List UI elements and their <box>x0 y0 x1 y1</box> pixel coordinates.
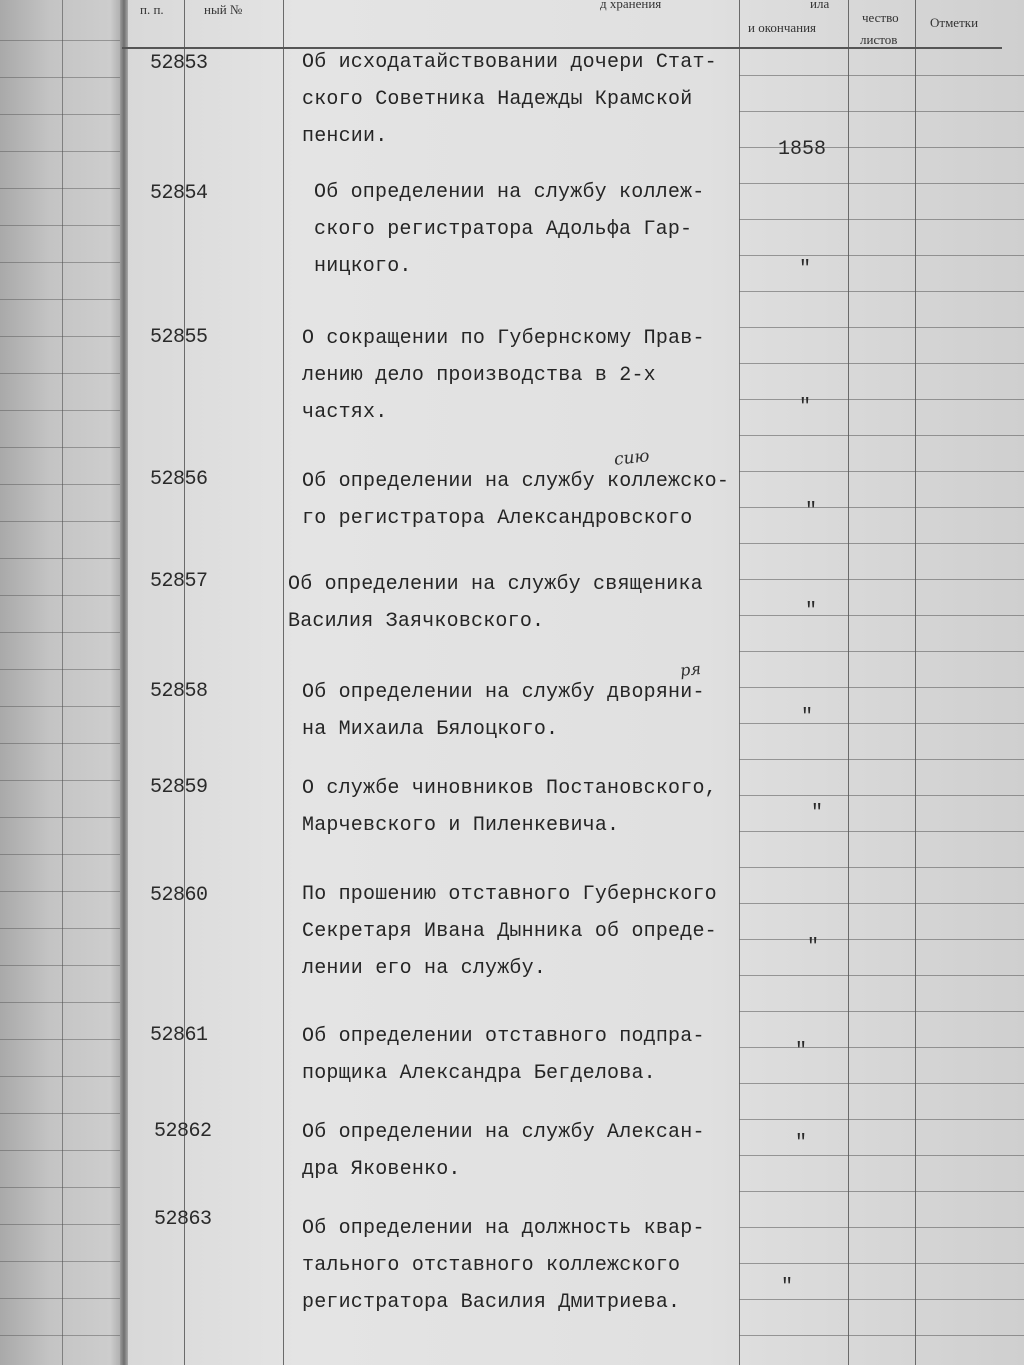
column-rule-5 <box>915 0 916 1365</box>
record-date: " <box>804 600 817 623</box>
binding-row-rule <box>0 595 120 596</box>
binding-row-rule <box>0 743 120 744</box>
binding-row-rule <box>0 1002 120 1003</box>
row-rule <box>739 1263 1024 1264</box>
left-binding-page <box>0 0 128 1365</box>
row-rule <box>739 291 1024 292</box>
record-title: О службе чиновников Постановского, Марчевского и Пиленкевича. <box>302 777 717 837</box>
row-rule <box>739 1011 1024 1012</box>
record-title: По прошению отставного Губернского Секретаря Ивана Дынника об опреде- лении его на службу. <box>302 883 717 980</box>
binding-row-rule <box>0 780 120 781</box>
binding-row-rule <box>0 188 120 189</box>
row-rule <box>739 1299 1024 1300</box>
row-rule <box>739 903 1024 904</box>
row-rule <box>739 543 1024 544</box>
binding-row-rule <box>0 373 120 374</box>
record-number: 52853 <box>150 52 208 75</box>
column-rule-2 <box>283 0 284 1365</box>
binding-row-rule <box>0 336 120 337</box>
row-rule <box>739 651 1024 652</box>
binding-row-rule <box>0 447 120 448</box>
binding-row-rule <box>0 410 120 411</box>
left-page-rule <box>62 0 63 1365</box>
book-fold <box>120 0 128 1365</box>
header-col-notes: Отметки <box>930 15 979 30</box>
record-title: Об определении на службу коллеж- ского регистратора Адольфа Гар- ницкого. <box>314 181 705 278</box>
record-number: 52860 <box>150 884 208 907</box>
binding-row-rule <box>0 817 120 818</box>
record-title: Об определении на службу коллежско- го регистратора Александровского <box>302 470 730 530</box>
row-rule <box>739 435 1024 436</box>
binding-row-rule <box>0 225 120 226</box>
record-title: О сокращении по Губернскому Прав- лению дело производства в 2-х частях. <box>302 327 705 424</box>
header-col-sheets-1: чество <box>862 10 899 25</box>
record-title: Об исходатайствовании дочери Стат- ского Советника Надежды Крамской пенсии. <box>302 51 717 148</box>
binding-row-rule <box>0 484 120 485</box>
row-rule <box>739 975 1024 976</box>
record-number: 52861 <box>150 1024 208 1047</box>
row-rule <box>739 1155 1024 1156</box>
record-date: " <box>780 1276 793 1299</box>
record-number: 52857 <box>150 570 208 593</box>
binding-row-rule <box>0 262 120 263</box>
row-rule <box>739 471 1024 472</box>
record-date: 1858 <box>777 138 826 161</box>
header-col-inv: ный № <box>204 2 243 17</box>
binding-row-rule <box>0 1076 120 1077</box>
binding-row-rule <box>0 77 120 78</box>
binding-row-rule <box>0 1113 120 1114</box>
record-number: 52855 <box>150 326 208 349</box>
record-date: " <box>806 936 819 959</box>
record-date: " <box>800 706 813 729</box>
binding-row-rule <box>0 669 120 670</box>
record-date: " <box>798 258 811 281</box>
header-col-dates-top: ила <box>810 0 830 11</box>
record-date: " <box>810 802 823 825</box>
row-rule <box>739 111 1024 112</box>
header-col-dates: и окончания <box>748 20 817 35</box>
row-rule <box>739 1119 1024 1120</box>
handwritten-note-1: сию <box>613 446 651 470</box>
record-title: Об определении на службу Алексан- дра Яковенко. <box>302 1121 705 1181</box>
binding-row-rule <box>0 928 120 929</box>
row-rule <box>739 867 1024 868</box>
record-title: Об определении на службу дворяни- на Михаила Бялоцкого. <box>302 681 705 741</box>
record-date: " <box>798 396 811 419</box>
row-rule <box>739 75 1024 76</box>
row-rule <box>739 687 1024 688</box>
record-date: " <box>794 1132 807 1155</box>
binding-row-rule <box>0 854 120 855</box>
handwritten-note-2: ря <box>679 658 702 681</box>
row-rule <box>739 1083 1024 1084</box>
row-rule <box>739 1227 1024 1228</box>
row-rule <box>739 1191 1024 1192</box>
record-date: " <box>794 1040 807 1063</box>
binding-row-rule <box>0 40 120 41</box>
row-rule <box>739 1335 1024 1336</box>
binding-row-rule <box>0 1187 120 1188</box>
binding-row-rule <box>0 1224 120 1225</box>
binding-row-rule <box>0 1261 120 1262</box>
binding-row-rule <box>0 891 120 892</box>
row-rule <box>739 327 1024 328</box>
record-date: " <box>804 500 817 523</box>
binding-row-rule <box>0 151 120 152</box>
record-number: 52858 <box>150 680 208 703</box>
row-rule <box>739 831 1024 832</box>
record-number: 52854 <box>150 182 208 205</box>
binding-row-rule <box>0 706 120 707</box>
record-number: 52862 <box>154 1120 212 1143</box>
record-title: Об определении на должность квар- тального отставного коллежского регистратора Василия Дмитриева. <box>302 1217 705 1314</box>
binding-row-rule <box>0 1039 120 1040</box>
binding-row-rule <box>0 114 120 115</box>
binding-row-rule <box>0 965 120 966</box>
header-col-sheets-2: листов <box>860 32 898 47</box>
binding-row-rule <box>0 558 120 559</box>
record-title: Об определении отставного подпра- порщика Александра Бегделова. <box>302 1025 705 1085</box>
record-title: Об определении на службу священика Василия Заячковского. <box>288 573 703 633</box>
row-rule <box>739 795 1024 796</box>
binding-row-rule <box>0 521 120 522</box>
binding-row-rule <box>0 632 120 633</box>
binding-row-rule <box>0 1335 120 1336</box>
row-rule <box>739 759 1024 760</box>
binding-row-rule <box>0 1150 120 1151</box>
record-number: 52859 <box>150 776 208 799</box>
header-col-np: п. п. <box>140 2 164 17</box>
row-rule <box>739 579 1024 580</box>
binding-row-rule <box>0 1298 120 1299</box>
record-number: 52856 <box>150 468 208 491</box>
binding-row-rule <box>0 299 120 300</box>
row-rule <box>739 363 1024 364</box>
record-number: 52863 <box>154 1208 212 1231</box>
column-rule-4 <box>848 0 849 1365</box>
header-col-storage: д хранения <box>600 0 662 11</box>
